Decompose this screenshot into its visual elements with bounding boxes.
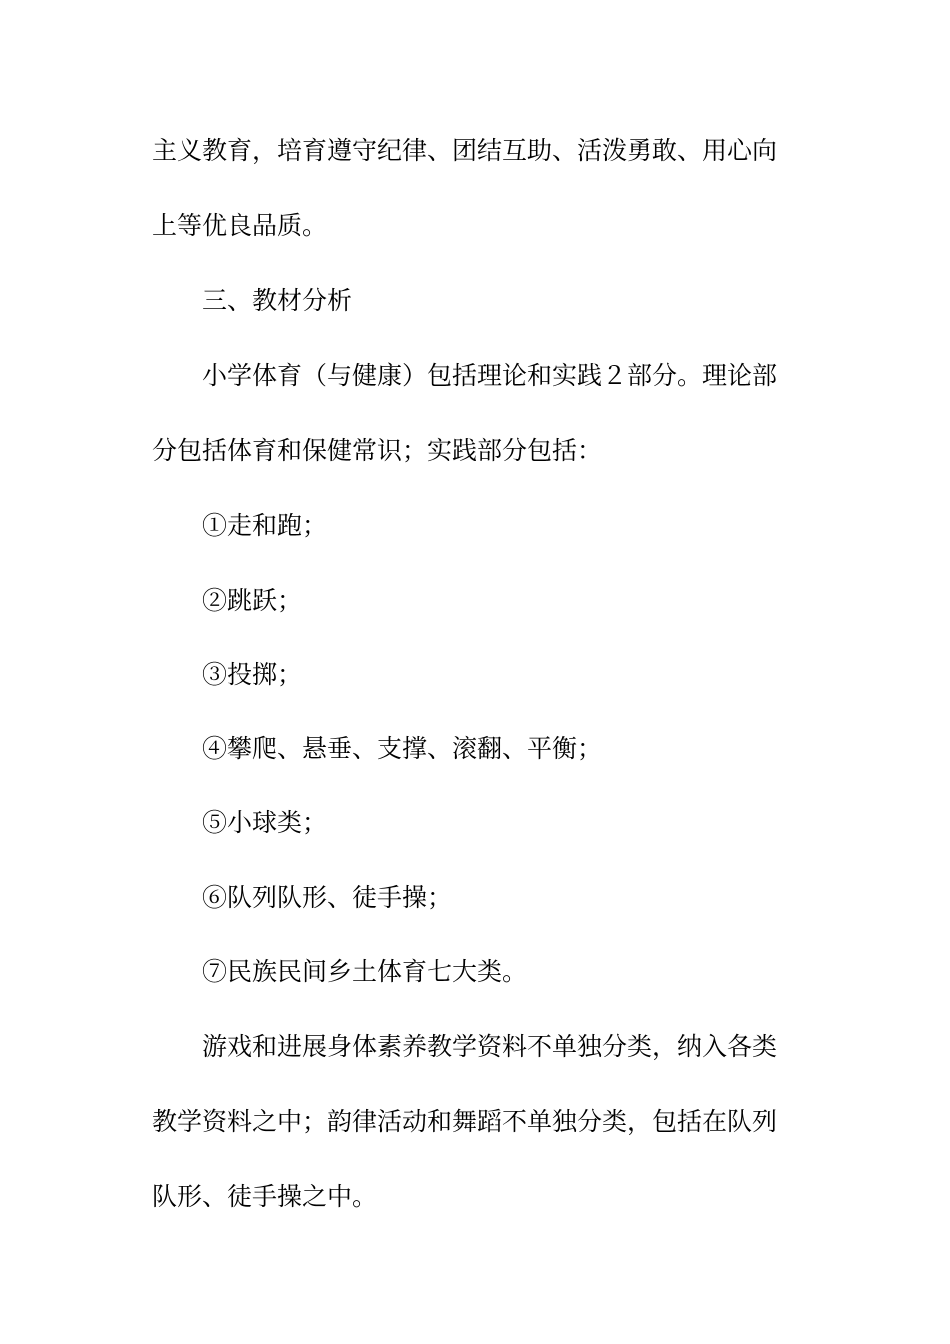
list-item: ②跳跃； [202, 586, 303, 615]
paragraph-line: 游戏和进展身体素养教学资料不单独分类，纳入各类 [202, 1032, 778, 1061]
paragraph-line: 主义教育，培育遵守纪律、团结互助、活泼勇敢、用心向 [152, 136, 778, 165]
paragraph-line: 上等优良品质。 [152, 211, 328, 240]
list-item: ①走和跑； [202, 511, 328, 540]
list-item: ③投掷； [202, 660, 303, 689]
list-item: ⑦民族民间乡土体育七大类。 [202, 957, 528, 986]
section-heading: 三、教材分析 [202, 286, 353, 315]
paragraph-line: 教学资料之中；韵律活动和舞蹈不单独分类，包括在队列 [152, 1107, 778, 1136]
paragraph-line: 小学体育（与健康）包括理论和实践２部分。理论部 [202, 361, 778, 390]
list-item: ④攀爬、悬垂、支撑、滚翻、平衡； [202, 734, 603, 763]
paragraph-line: 队形、徒手操之中。 [152, 1182, 378, 1211]
list-item: ⑥队列队形、徒手操； [202, 883, 453, 912]
paragraph-line: 分包括体育和保健常识；实践部分包括： [152, 436, 603, 465]
list-item: ⑤小球类； [202, 808, 328, 837]
